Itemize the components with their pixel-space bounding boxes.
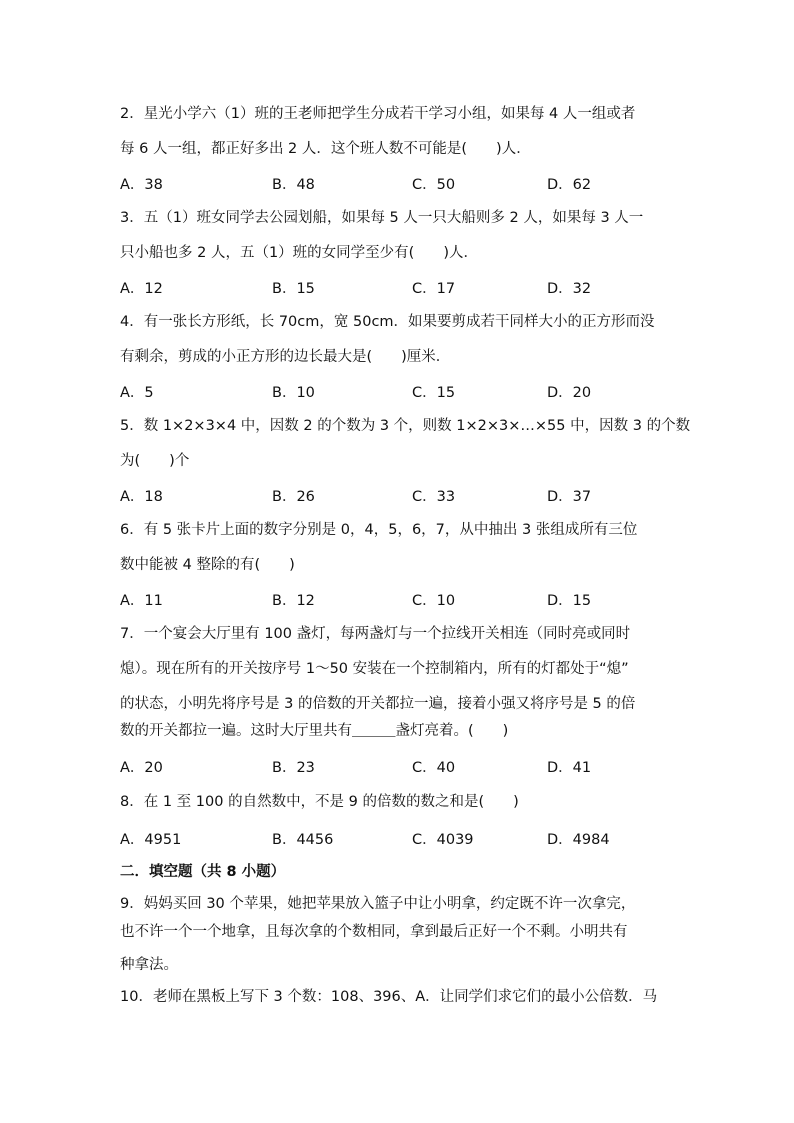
q2-option-d: D．62 bbox=[547, 177, 592, 193]
q2-option-b: B．48 bbox=[272, 177, 315, 193]
q5-option-b: B．26 bbox=[272, 489, 315, 505]
q5-option-c: C．33 bbox=[412, 489, 456, 505]
section-heading-fill-in: 二．填空题（共 8 小题） bbox=[120, 864, 286, 880]
q3-option-c: C．17 bbox=[412, 281, 456, 297]
q6-option-a: A．11 bbox=[120, 593, 163, 609]
q5-line1: 5．数 1×2×3×4 中，因数 2 的个数为 3 个，则数 1×2×3×…×55 中，因数 3 的个数 bbox=[120, 418, 691, 434]
q3-option-d: D．32 bbox=[547, 281, 592, 297]
q9-line1: 9．妈妈买回 30 个苹果，她把苹果放入篮子中让小明拿，约定既不许一次拿完， bbox=[120, 896, 636, 912]
q3-option-a: A．12 bbox=[120, 281, 163, 297]
q5-option-d: D．37 bbox=[547, 489, 592, 505]
q4-line2: 有剩余，剪成的小正方形的边长最大是( )厘米． bbox=[120, 349, 451, 365]
q2-line1: 2．星光小学六（1）班的王老师把学生分成若干学习小组，如果每 4 人一组或者 bbox=[120, 106, 636, 122]
q4-line1: 4．有一张长方形纸，长 70cm，宽 50cm．如果要剪成若干同样大小的正方形而没 bbox=[120, 314, 655, 330]
q9-line2: 也不许一个一个地拿，且每次拿的个数相同，拿到最后正好一个不剩。小明共有 bbox=[120, 924, 628, 940]
q3-line1: 3．五（1）班女同学去公园划船，如果每 5 人一只大船则多 2 人，如果每 3 人一 bbox=[120, 210, 644, 226]
q3-line2: 只小船也多 2 人，五（1）班的女同学至少有( )人． bbox=[120, 245, 478, 261]
q4-option-d: D．20 bbox=[547, 385, 592, 401]
q6-option-d: D．15 bbox=[547, 593, 592, 609]
q7-option-c: C．40 bbox=[412, 760, 456, 776]
q7-line2: 熄）。现在所有的开关按序号 1～50 安装在一个控制箱内，所有的灯都处于“熄” bbox=[120, 661, 629, 677]
q3-option-b: B．15 bbox=[272, 281, 315, 297]
q10-line1: 10．老师在黑板上写下 3 个数：108、396、A．让同学们求它们的最小公倍数．马 bbox=[120, 989, 658, 1005]
q8-option-c: C．4039 bbox=[412, 832, 474, 848]
q7-line1: 7．一个宴会大厅里有 100 盏灯，每两盏灯与一个拉线开关相连（同时亮或同时 bbox=[120, 626, 631, 642]
q7-line4: 数的开关都拉一遍。这时大厅里共有＿＿＿盏灯亮着。( ) bbox=[120, 723, 509, 739]
q7-option-a: A．20 bbox=[120, 760, 163, 776]
q4-option-c: C．15 bbox=[412, 385, 456, 401]
q6-option-c: C．10 bbox=[412, 593, 456, 609]
q2-option-a: A．38 bbox=[120, 177, 163, 193]
q5-line2: 为( )个 bbox=[120, 453, 190, 469]
q4-option-b: B．10 bbox=[272, 385, 315, 401]
q6-option-b: B．12 bbox=[272, 593, 315, 609]
q8-option-b: B．4456 bbox=[272, 832, 334, 848]
q5-option-a: A．18 bbox=[120, 489, 163, 505]
q6-line2: 数中能被 4 整除的有( ) bbox=[120, 557, 295, 573]
q7-option-b: B．23 bbox=[272, 760, 315, 776]
q2-option-c: C．50 bbox=[412, 177, 456, 193]
q9-line3: 种拿法。 bbox=[120, 957, 178, 973]
q8-line1: 8．在 1 至 100 的自然数中，不是 9 的倍数的数之和是( ) bbox=[120, 794, 519, 810]
q6-line1: 6．有 5 张卡片上面的数字分别是 0，4，5，6，7，从中抽出 3 张组成所有三位 bbox=[120, 522, 638, 538]
q2-line2: 每 6 人一组，都正好多出 2 人．这个班人数不可能是( )人． bbox=[120, 141, 531, 157]
q4-option-a: A．5 bbox=[120, 385, 154, 401]
q8-option-d: D．4984 bbox=[547, 832, 610, 848]
q7-option-d: D．41 bbox=[547, 760, 592, 776]
q7-line3: 的状态，小明先将序号是 3 的倍数的开关都拉一遍，接着小强又将序号是 5 的倍 bbox=[120, 696, 636, 712]
q8-option-a: A．4951 bbox=[120, 832, 182, 848]
